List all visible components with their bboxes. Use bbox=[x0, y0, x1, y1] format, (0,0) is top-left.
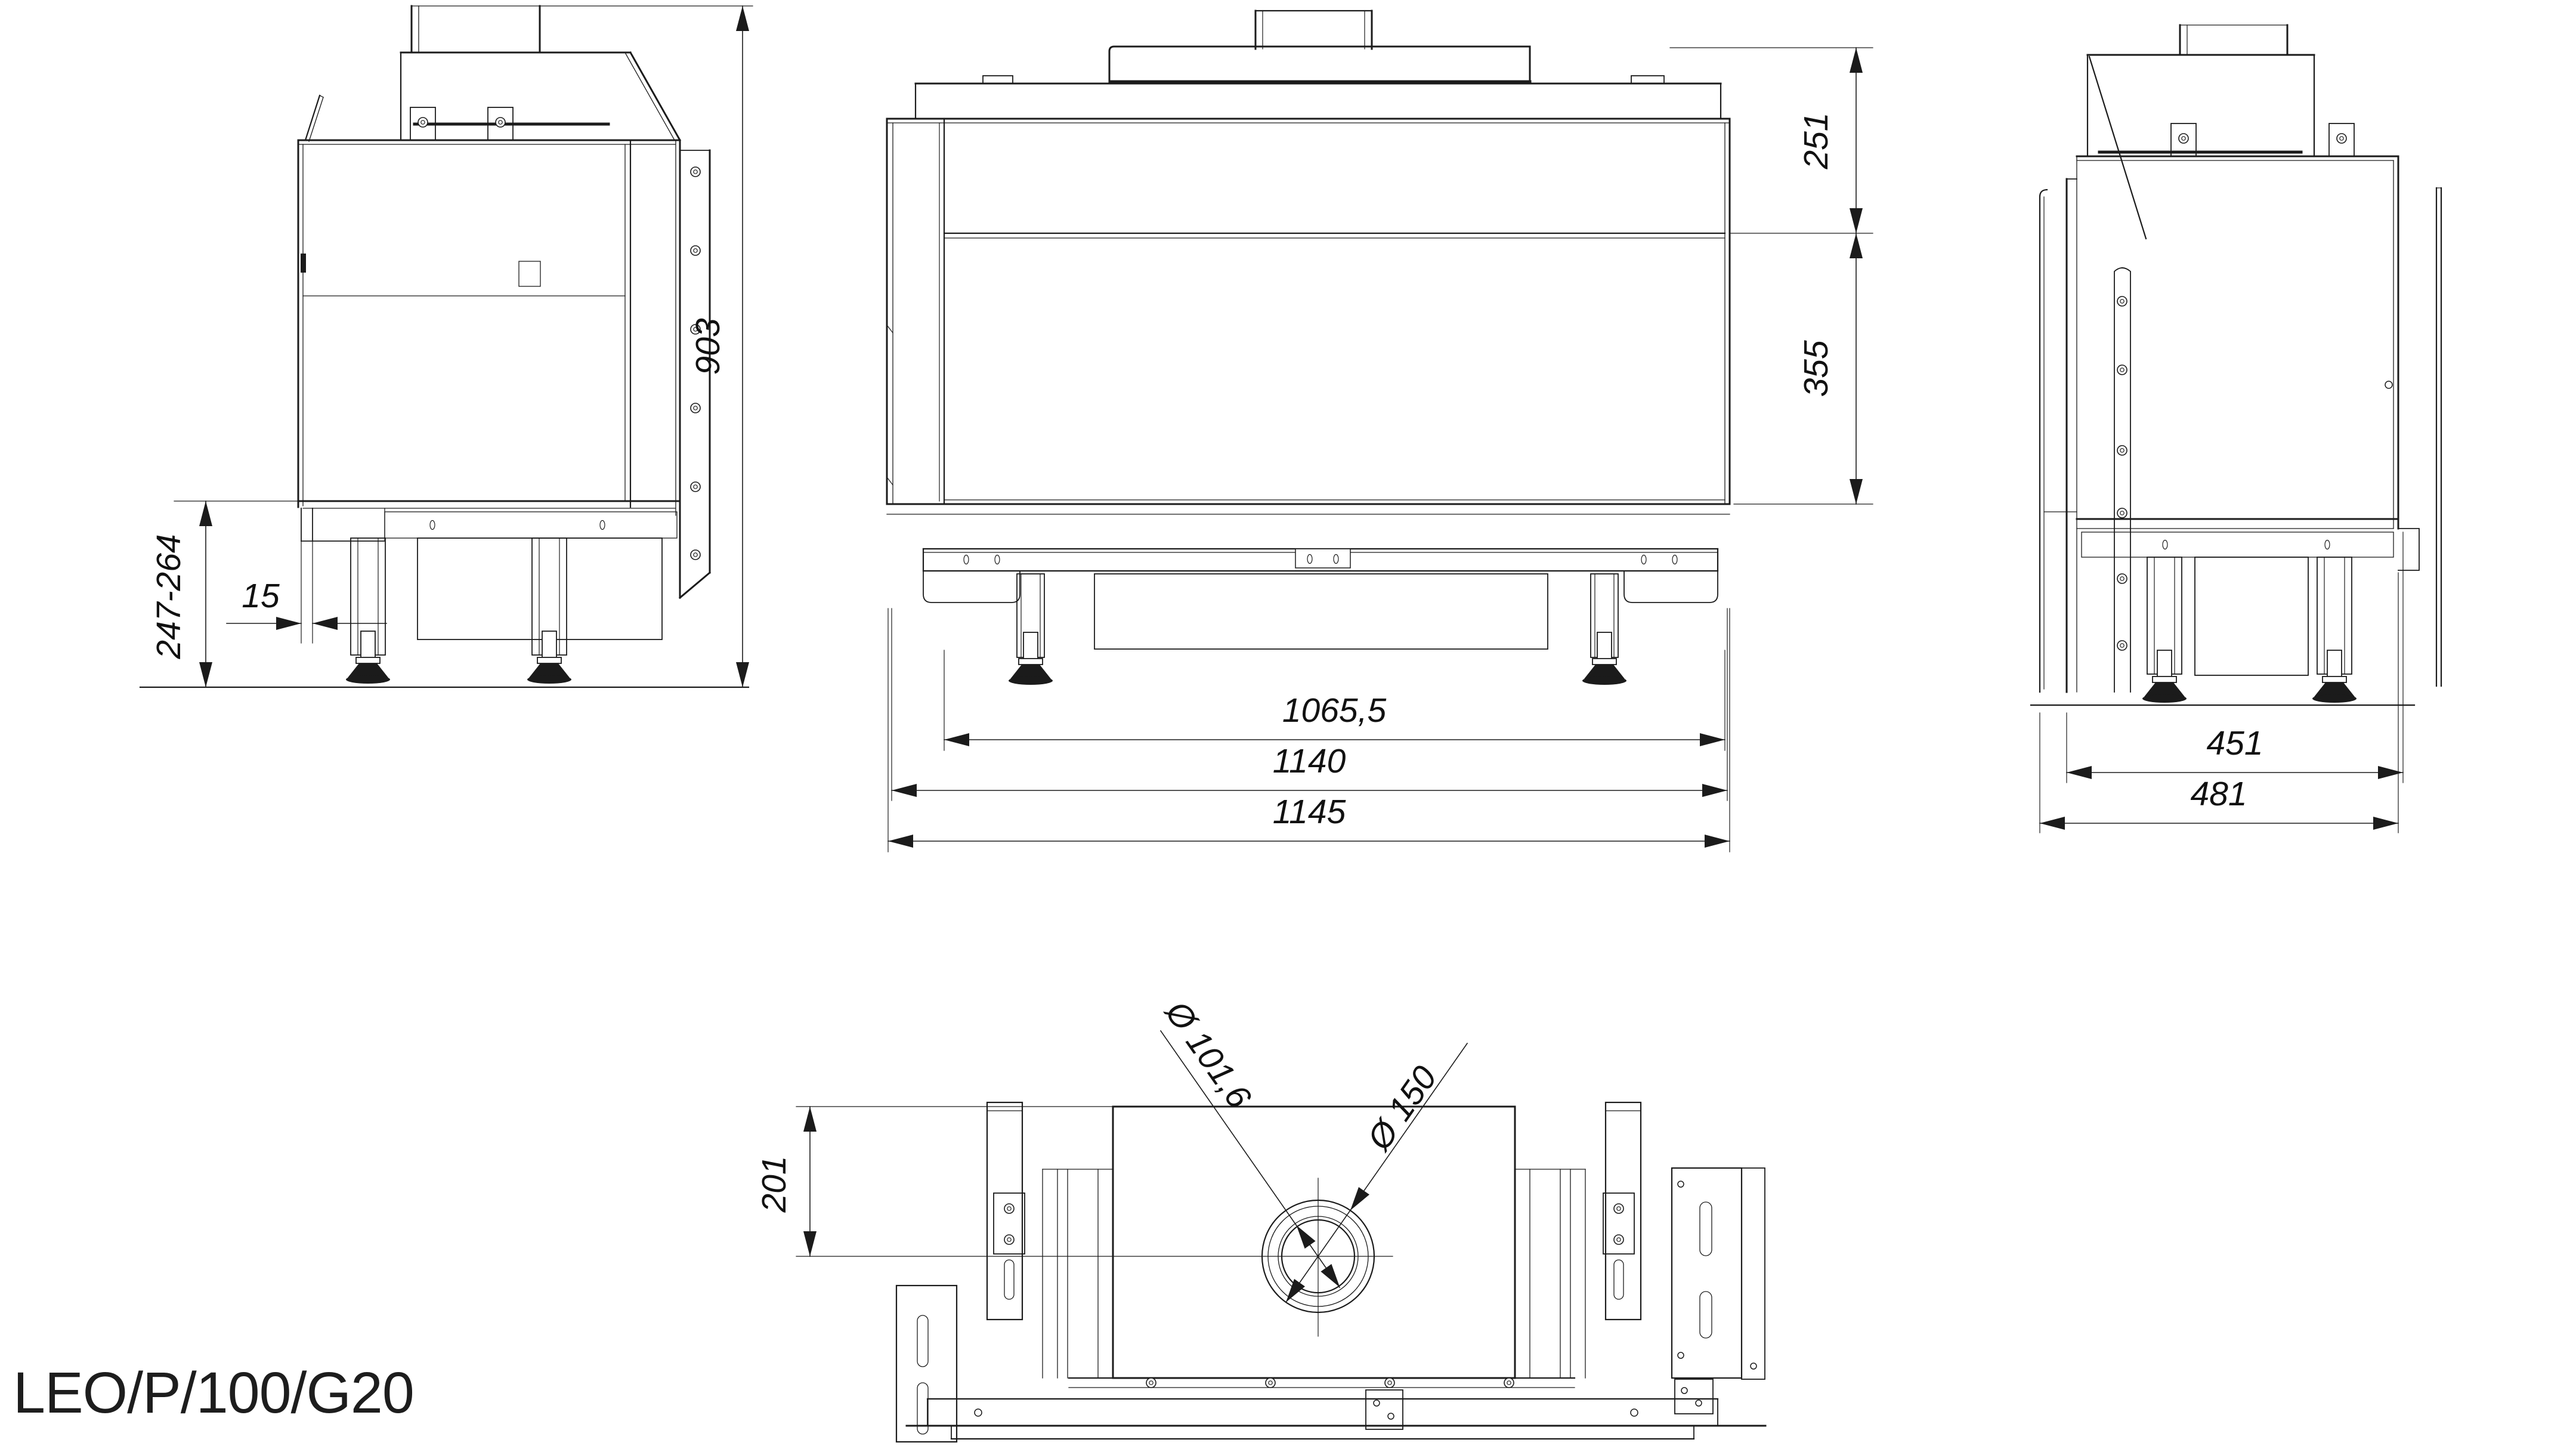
dim-903-label: 903 bbox=[689, 318, 727, 375]
smoke-hood bbox=[401, 52, 680, 140]
dim-flue-outer-label: Ø 150 bbox=[1360, 1059, 1445, 1157]
adjustable-foot bbox=[1009, 632, 1053, 685]
dim-481-label: 481 bbox=[2190, 775, 2247, 813]
adjustable-foot bbox=[346, 631, 390, 684]
flue-collar bbox=[796, 1178, 1393, 1336]
top-view bbox=[755, 993, 1765, 1442]
adjustable-foot bbox=[2312, 650, 2357, 703]
dim-355-label: 355 bbox=[1797, 340, 1835, 397]
adjustable-foot bbox=[2142, 650, 2187, 703]
dim-15-label: 15 bbox=[242, 577, 280, 615]
dim-1145-label: 1145 bbox=[1272, 793, 1346, 831]
dim-247-264-label: 247-264 bbox=[150, 534, 188, 659]
dim-251-355 bbox=[1670, 48, 1873, 504]
adjustable-foot bbox=[1582, 632, 1626, 685]
dim-451 bbox=[2067, 532, 2403, 783]
dim-15 bbox=[227, 541, 386, 643]
model-label: LEO/P/100/G20 bbox=[13, 1360, 414, 1425]
dim-1140-label: 1140 bbox=[1272, 742, 1346, 780]
dim-201 bbox=[755, 1107, 1136, 1256]
dim-451-label: 451 bbox=[2206, 724, 2263, 762]
dim-201-label: 201 bbox=[755, 1156, 793, 1213]
chimney-outlet bbox=[412, 6, 540, 52]
side-view-right bbox=[2031, 25, 2441, 833]
side-view-left bbox=[140, 6, 753, 687]
dim-247-264 bbox=[150, 501, 305, 687]
glass-window bbox=[939, 119, 1725, 504]
dim-flue-outer bbox=[1286, 1043, 1467, 1302]
dim-251-label: 251 bbox=[1797, 112, 1835, 169]
dim-1065-5-label: 1065,5 bbox=[1282, 691, 1387, 730]
front-view bbox=[887, 11, 1873, 852]
flue-stub bbox=[1255, 11, 1372, 49]
dim-903 bbox=[540, 6, 753, 687]
dim-flue-inner bbox=[1157, 993, 1340, 1287]
dim-flue-inner-label: Ø 101,6 bbox=[1158, 994, 1259, 1116]
